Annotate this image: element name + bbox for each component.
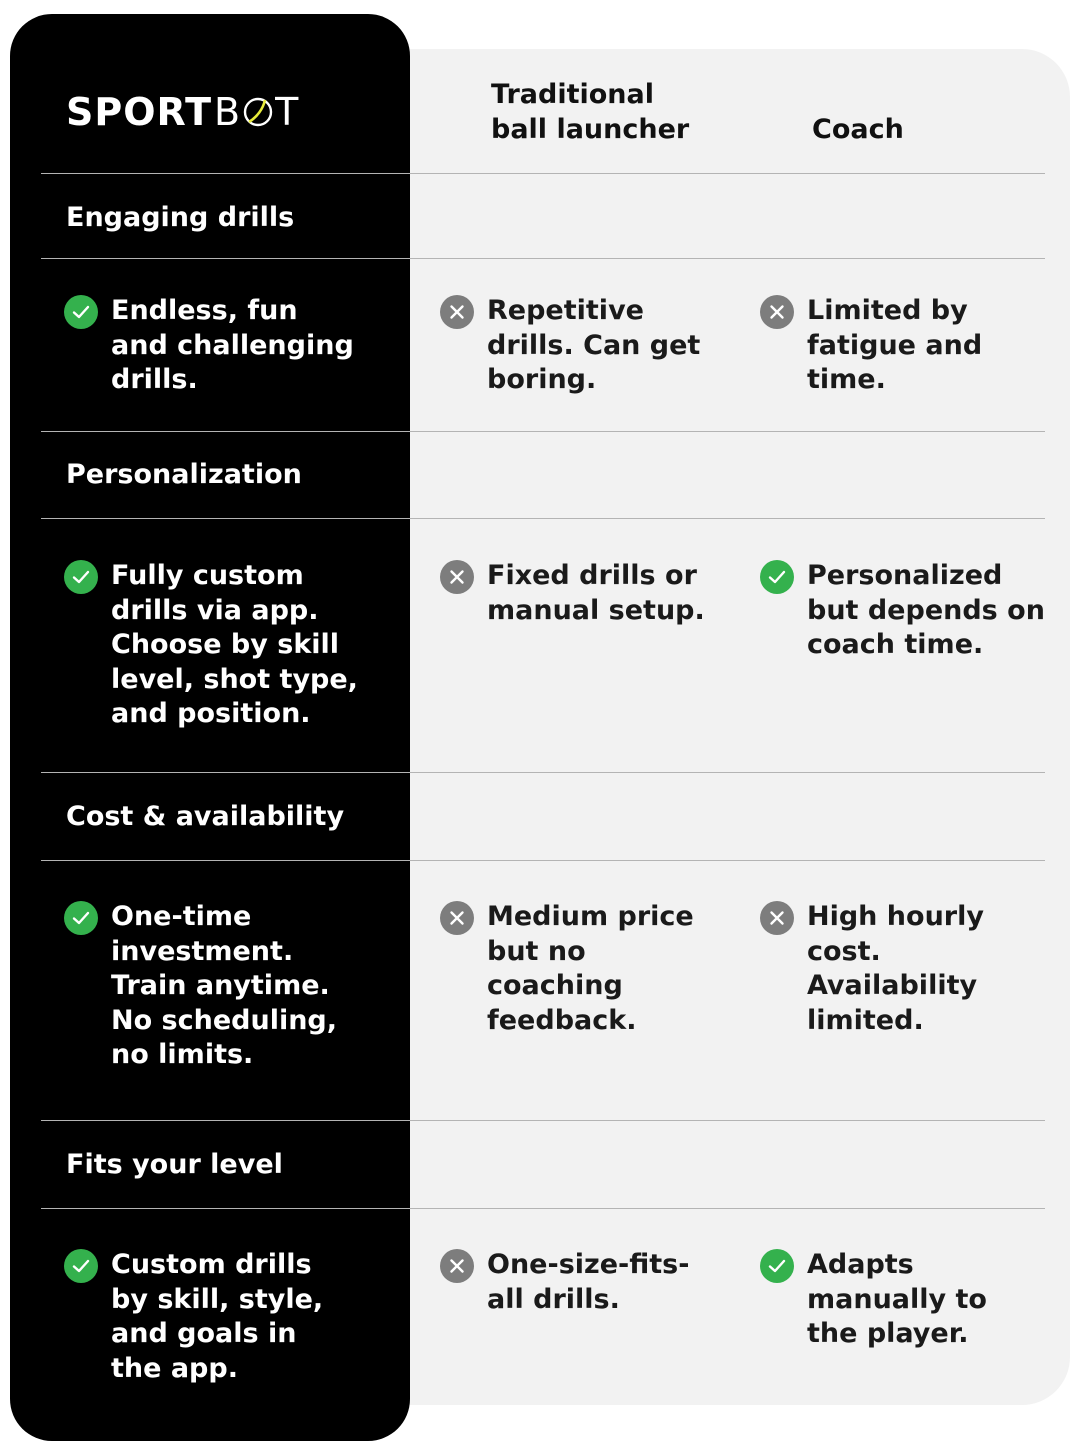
sportbot-cell-engaging: Endless, fun and challenging drills. (63, 294, 363, 398)
check-icon (63, 1248, 99, 1284)
cross-icon (439, 900, 475, 936)
cross-icon (759, 294, 795, 330)
check-icon (759, 1248, 795, 1284)
column-header-traditional: Traditional ball launcher (491, 79, 690, 145)
sportbot-logo: SPORT B T (66, 90, 300, 134)
row-divider (41, 860, 1045, 861)
cross-icon (439, 294, 475, 330)
row-divider (41, 258, 1045, 259)
column-header-coach: Coach (812, 114, 904, 145)
row-divider (41, 173, 1045, 174)
competitor-panel (360, 49, 1070, 1405)
sportbot-cell-cost: One-time investment. Train anytime. No scheduling, no limits. (63, 900, 363, 1073)
check-icon (63, 294, 99, 330)
coach-cell-level: Adapts manually to the player. (759, 1248, 1059, 1352)
traditional-cell-engaging: Repetitive drills. Can get boring. (439, 294, 729, 398)
traditional-cell-level: One-size-fits-all drills. (439, 1248, 739, 1317)
row-divider (41, 431, 1045, 432)
traditional-cell-cost: Medium price but no coaching feedback. (439, 900, 739, 1038)
cross-icon (439, 1248, 475, 1284)
row-divider (41, 518, 1045, 519)
check-icon (759, 559, 795, 595)
section-title-fits-your-level: Fits your level (66, 1149, 283, 1180)
sportbot-cell-personalization: Fully custom drills via app. Choose by skill level, shot type, and position. (63, 559, 363, 732)
coach-cell-engaging: Limited by fatigue and time. (759, 294, 1049, 398)
traditional-cell-personalization: Fixed drills or manual setup. (439, 559, 739, 628)
tennis-ball-o-icon (243, 95, 273, 129)
cross-icon (759, 900, 795, 936)
check-icon (63, 559, 99, 595)
section-title-cost-availability: Cost & availability (66, 801, 345, 832)
cross-icon (439, 559, 475, 595)
row-divider (41, 772, 1045, 773)
sportbot-cell-level: Custom drills by skill, style, and goals in the app. (63, 1248, 363, 1386)
section-title-engaging-drills: Engaging drills (66, 202, 295, 233)
row-divider (41, 1120, 1045, 1121)
coach-cell-personalization: Personalized but depends on coach time. (759, 559, 1059, 663)
check-icon (63, 900, 99, 936)
section-title-personalization: Personalization (66, 459, 302, 490)
row-divider (41, 1208, 1045, 1209)
coach-cell-cost: High hourly cost. Availability limited. (759, 900, 1059, 1038)
